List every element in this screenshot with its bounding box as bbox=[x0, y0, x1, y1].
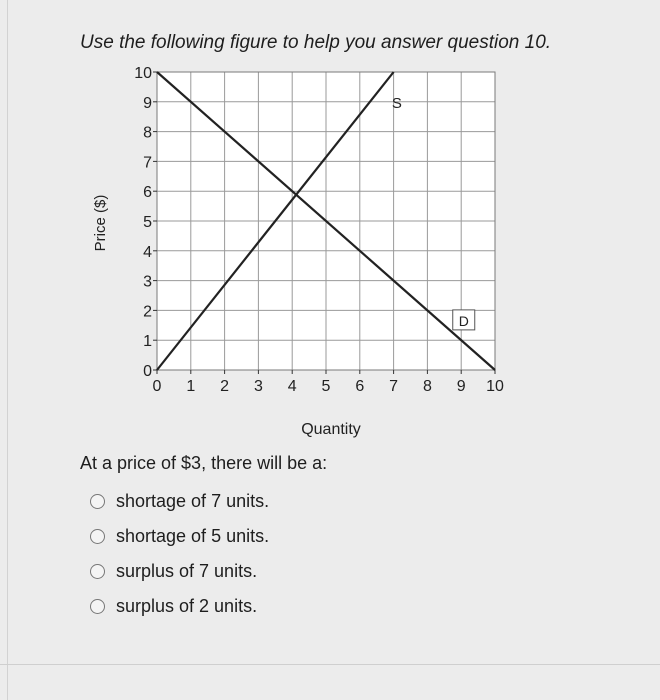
radio-button-icon[interactable] bbox=[90, 564, 105, 579]
x-tick-label: 2 bbox=[220, 378, 230, 395]
y-tick-label: 0 bbox=[143, 363, 152, 380]
x-tick-label: 6 bbox=[355, 378, 365, 395]
x-tick-label: 7 bbox=[389, 378, 399, 395]
y-tick-label: 9 bbox=[143, 94, 152, 112]
answer-option-label: surplus of 2 units. bbox=[116, 596, 258, 616]
x-tick-label: 3 bbox=[253, 378, 263, 395]
x-tick-label: 1 bbox=[186, 378, 196, 395]
series-label-demand: D bbox=[458, 312, 469, 329]
question-header: Use the following figure to help you answer question 10. bbox=[80, 32, 552, 53]
y-tick-label: 10 bbox=[134, 65, 152, 82]
answer-option-3[interactable] bbox=[90, 554, 269, 589]
y-tick-label: 7 bbox=[143, 154, 152, 172]
y-tick-label: 2 bbox=[143, 303, 152, 321]
question-prompt: At a price of $3, there will be a: bbox=[80, 453, 328, 473]
x-axis-title: Quantity bbox=[301, 421, 361, 438]
answer-option-label: surplus of 7 units. bbox=[116, 561, 258, 581]
radio-button-icon[interactable] bbox=[90, 599, 105, 614]
x-tick-label: 0 bbox=[152, 378, 162, 395]
x-tick-label: 4 bbox=[287, 378, 297, 395]
y-axis-title: Price ($) bbox=[92, 194, 109, 252]
page-bottom-border bbox=[0, 664, 660, 665]
radio-button-icon[interactable] bbox=[90, 494, 105, 509]
y-tick-label: 6 bbox=[143, 184, 152, 202]
x-tick-label: 8 bbox=[422, 378, 432, 395]
radio-button-icon[interactable] bbox=[90, 529, 105, 544]
y-tick-label: 5 bbox=[143, 214, 152, 231]
answer-option-label: shortage of 7 units. bbox=[116, 491, 270, 511]
y-tick-label: 1 bbox=[143, 333, 152, 351]
answer-options bbox=[90, 484, 269, 624]
y-tick-label: 3 bbox=[143, 273, 152, 291]
answer-option-label: shortage of 5 units. bbox=[116, 526, 270, 546]
x-tick-label: 10 bbox=[486, 378, 504, 395]
y-tick-label: 8 bbox=[143, 124, 152, 142]
y-tick-label: 4 bbox=[143, 243, 152, 261]
answer-option-2[interactable] bbox=[90, 519, 269, 554]
x-tick-label: 9 bbox=[456, 378, 466, 395]
answer-option-1[interactable] bbox=[90, 484, 269, 519]
x-tick-label: 5 bbox=[321, 378, 331, 395]
series-label-supply: S bbox=[391, 94, 402, 112]
answer-option-4[interactable] bbox=[90, 589, 269, 624]
